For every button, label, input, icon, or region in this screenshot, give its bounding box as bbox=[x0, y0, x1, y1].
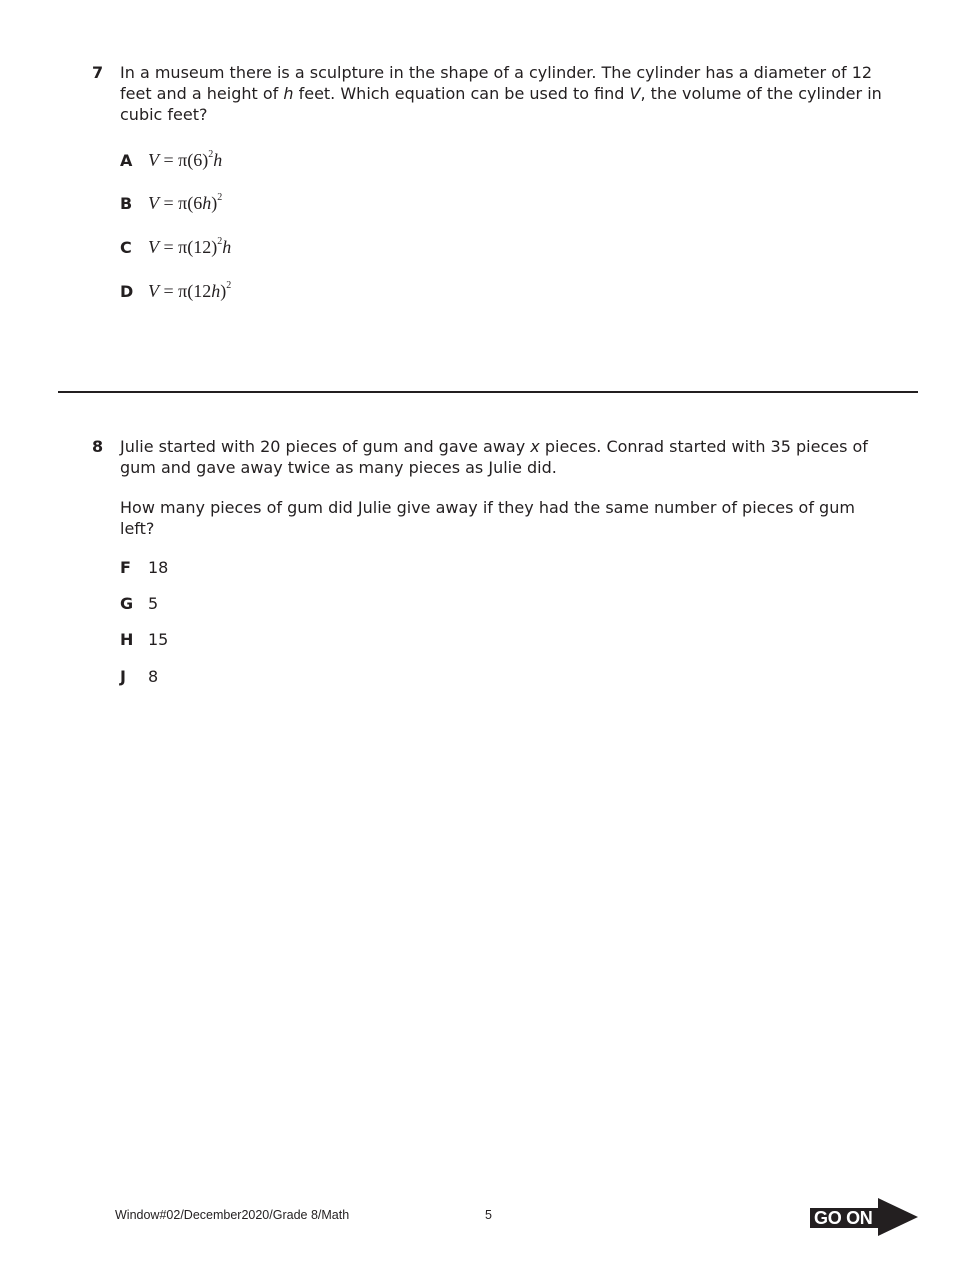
question-7 bbox=[92, 62, 882, 301]
answer-option-h[interactable]: H 15 bbox=[120, 630, 169, 649]
question-8 bbox=[92, 436, 882, 686]
answer-option-b[interactable]: B $V = \pi(6h)^2$ bbox=[120, 192, 223, 213]
question-prompt: How many pieces of gum did Julie give away if they had the same number of pieces of gum left? bbox=[120, 498, 855, 538]
go-on-arrow-icon bbox=[810, 1198, 918, 1237]
answer-option-c[interactable]: C $V = \pi(12)^2h$ bbox=[120, 236, 232, 257]
question-number: 8 bbox=[92, 437, 104, 456]
page-number: 5 bbox=[485, 1208, 492, 1222]
answer-option-f[interactable]: F 18 bbox=[120, 558, 169, 577]
go-on-label: GO ON bbox=[814, 1208, 873, 1228]
question-divider bbox=[58, 391, 918, 393]
answer-option-j[interactable]: J 8 bbox=[120, 667, 159, 686]
footer-test-id: Window#02/December2020/Grade 8/Math bbox=[115, 1208, 350, 1222]
answer-option-a[interactable]: A $V = \pi(6)^2h$ bbox=[120, 149, 223, 170]
question-number: 7 bbox=[92, 63, 104, 82]
answer-option-d[interactable]: D $V = \pi(12h)^2$ bbox=[120, 280, 232, 301]
answer-option-g[interactable]: G 5 bbox=[120, 594, 159, 613]
question-stem: In a museum there is a sculpture in the shape of a cylinder. The cylinder has a diameter of 12 feet and a height of h feet. Which equation can be used to find V, the volume of the cylinder in cubic feet? bbox=[120, 63, 882, 124]
question-stem: Julie started with 20 pieces of gum and gave away x pieces. Conrad started with 35 pieces of gum and gave away twice as many pieces as Julie did. bbox=[120, 437, 868, 477]
